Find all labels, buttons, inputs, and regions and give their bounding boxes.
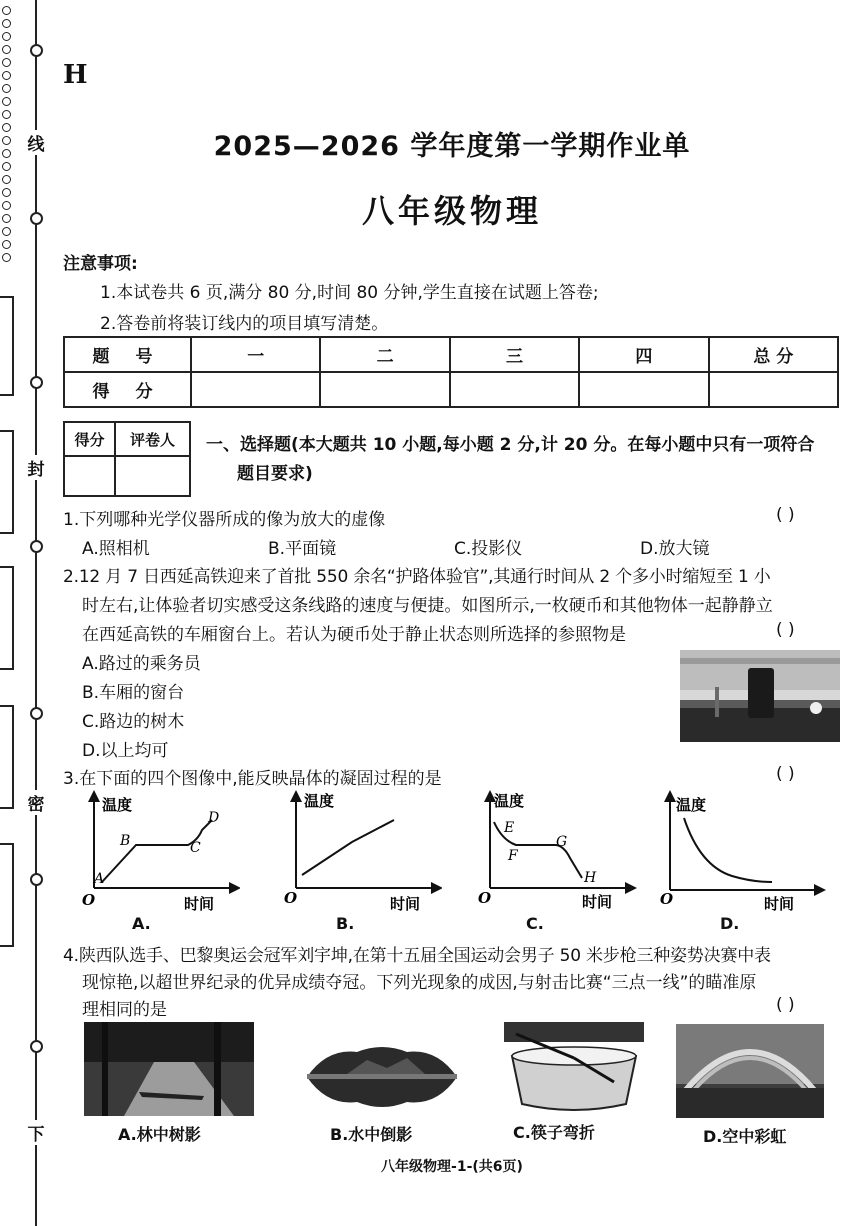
graph-d-caption[interactable]: D.	[720, 914, 740, 933]
grader-name-label: 评卷人	[115, 422, 190, 456]
binding-circle	[30, 44, 43, 57]
binding-char-mi: 密	[26, 790, 46, 815]
binding-fill-box[interactable]	[0, 296, 14, 396]
score-header-cell: 四	[579, 337, 708, 372]
score-header-cell: 三	[450, 337, 579, 372]
binding-hole	[2, 110, 11, 119]
origin-label: O	[478, 889, 492, 907]
binding-hole	[2, 32, 11, 41]
point-label: E	[504, 820, 515, 836]
binding-hole	[2, 6, 11, 15]
binding-circle	[30, 707, 43, 720]
score-header-cell: 二	[320, 337, 449, 372]
binding-circle	[30, 540, 43, 553]
option-c[interactable]: C.筷子弯折	[513, 1123, 595, 1142]
option-a[interactable]: A.林中树影	[118, 1125, 201, 1144]
point-label: F	[508, 848, 518, 864]
option-d[interactable]: D.以上均可	[82, 741, 169, 761]
answer-blank[interactable]: ( )	[776, 505, 795, 525]
water-reflection-photo	[307, 1040, 457, 1114]
question-2-line: 2.12 月 7 日西延高铁迎来了首批 550 余名“护路体验官”,其通行时间从 2 个多小时缩短至 1 小	[63, 567, 771, 587]
page-title: 2025—2026 学年度第一学期作业单	[213, 131, 691, 162]
point-label: C	[190, 840, 201, 856]
subject-title: 八年级物理	[361, 192, 542, 230]
binding-char-feng: 封	[26, 455, 46, 480]
question-3-stem: 3.在下面的四个图像中,能反映晶体的凝固过程的是	[63, 769, 442, 789]
binding-hole	[2, 19, 11, 28]
x-label: 时间	[764, 895, 795, 913]
grader-score-label: 得分	[64, 422, 115, 456]
binding-hole	[2, 162, 11, 171]
score-header-cell: 一	[191, 337, 320, 372]
question-2-line: 时左右,让体验者切实感受这条线路的速度与便捷。如图所示,一枚硬币和其他物体一起静静立	[82, 596, 773, 616]
notice-heading: 注意事项:	[63, 254, 138, 274]
y-label: 温度	[676, 796, 707, 814]
binding-hole	[2, 201, 11, 210]
question-2-line: 在西延高铁的车厢窗台上。若认为硬币处于静止状态则所选择的参照物是	[82, 625, 626, 645]
answer-blank[interactable]: ( )	[776, 620, 795, 640]
corner-mark: H	[63, 60, 88, 90]
rainbow-photo	[676, 1024, 824, 1118]
binding-char-xian: 线	[26, 130, 46, 155]
binding-strip	[0, 0, 52, 1226]
binding-hole	[2, 188, 11, 197]
binding-hole	[2, 136, 11, 145]
bent-chopsticks-photo	[504, 1022, 644, 1114]
point-label: B	[120, 833, 131, 849]
binding-hole	[2, 240, 11, 249]
x-label: 时间	[582, 893, 613, 911]
notice-item: 1.本试卷共 6 页,满分 80 分,时间 80 分钟,学生直接在试题上答卷;	[100, 283, 599, 303]
binding-circle	[30, 212, 43, 225]
curve	[302, 820, 394, 875]
y-label: 温度	[304, 792, 335, 810]
binding-fill-box[interactable]	[0, 566, 14, 670]
origin-label: O	[284, 889, 298, 907]
binding-char-xia: 下	[26, 1120, 46, 1145]
score-input-cell[interactable]	[709, 372, 838, 407]
binding-fill-box[interactable]	[0, 705, 14, 809]
grader-name-cell[interactable]	[115, 456, 190, 496]
binding-fill-box[interactable]	[0, 843, 14, 947]
score-header-cell: 总 分	[709, 337, 838, 372]
option-a[interactable]: A.路过的乘务员	[82, 654, 201, 674]
binding-fill-box[interactable]	[0, 430, 14, 534]
x-label: 时间	[184, 895, 215, 913]
option-a[interactable]: A.照相机	[82, 539, 150, 559]
option-c[interactable]: C.投影仪	[454, 539, 523, 559]
score-table-header-row	[64, 337, 838, 372]
graph-d	[660, 790, 830, 920]
answer-blank[interactable]: ( )	[776, 764, 795, 784]
question-4-line: 4.陕西队选手、巴黎奥运会冠军刘宇坤,在第十五届全国运动会男子 50 米步枪三种姿势决赛中表	[63, 946, 771, 966]
origin-label: O	[660, 890, 674, 908]
score-table	[63, 336, 839, 408]
answer-blank[interactable]: ( )	[776, 995, 795, 1015]
graph-a-caption[interactable]: A.	[132, 914, 151, 933]
page-footer: 八年级物理-1-(共6页)	[381, 1159, 523, 1175]
graph-c-caption[interactable]: C.	[526, 914, 544, 933]
point-label: A	[94, 871, 105, 887]
score-row-label: 得 分	[64, 372, 191, 407]
grader-score-cell[interactable]	[64, 456, 115, 496]
score-table-score-row	[64, 372, 838, 407]
binding-hole	[2, 253, 11, 262]
binding-hole	[2, 45, 11, 54]
binding-hole	[2, 58, 11, 67]
question-1-stem: 1.下列哪种光学仪器所成的像为放大的虚像	[63, 510, 386, 530]
binding-hole	[2, 123, 11, 132]
forest-shadow-photo	[84, 1022, 254, 1116]
score-input-cell[interactable]	[450, 372, 579, 407]
point-label: H	[584, 870, 597, 886]
score-input-cell[interactable]	[320, 372, 449, 407]
grader-table	[63, 421, 191, 497]
binding-hole	[2, 227, 11, 236]
y-label: 温度	[494, 792, 525, 810]
option-d[interactable]: D.空中彩虹	[703, 1127, 787, 1146]
score-input-cell[interactable]	[191, 372, 320, 407]
graph-b-caption[interactable]: B.	[336, 914, 355, 933]
binding-hole	[2, 97, 11, 106]
graph-b	[282, 790, 442, 920]
score-input-cell[interactable]	[579, 372, 708, 407]
option-b[interactable]: B.平面镜	[268, 539, 337, 559]
option-d[interactable]: D.放大镜	[640, 539, 710, 559]
question-4-line: 理相同的是	[82, 1000, 167, 1020]
binding-hole	[2, 149, 11, 158]
section-heading: 一、选择题(本大题共 10 小题,每小题 2 分,计 20 分。在每小题中只有一项符合	[206, 435, 815, 455]
binding-circle	[30, 376, 43, 389]
graph-a	[80, 790, 240, 920]
point-label: G	[556, 834, 568, 850]
binding-hole	[2, 214, 11, 223]
option-b[interactable]: B.车厢的窗台	[82, 683, 185, 703]
graph-c	[478, 790, 638, 920]
binding-circle	[30, 1040, 43, 1053]
option-c[interactable]: C.路边的树木	[82, 712, 185, 732]
section-heading-cont: 题目要求)	[237, 464, 313, 484]
question-4-line: 现惊艳,以超世界纪录的优异成绩夺冠。下列光现象的成因,与射击比赛“三点一线”的瞄准原	[82, 973, 757, 993]
notice-item: 2.答卷前将装订线内的项目填写清楚。	[100, 314, 389, 334]
option-b[interactable]: B.水中倒影	[330, 1125, 413, 1144]
origin-label: O	[82, 891, 96, 909]
score-header-cell: 题 号	[64, 337, 191, 372]
x-label: 时间	[390, 895, 421, 913]
point-label: D	[208, 810, 220, 826]
binding-hole	[2, 84, 11, 93]
curve	[684, 818, 772, 882]
binding-hole	[2, 71, 11, 80]
binding-hole	[2, 175, 11, 184]
coin-on-windowsill-photo	[680, 650, 840, 742]
binding-circle	[30, 873, 43, 886]
y-label: 温度	[102, 796, 133, 814]
